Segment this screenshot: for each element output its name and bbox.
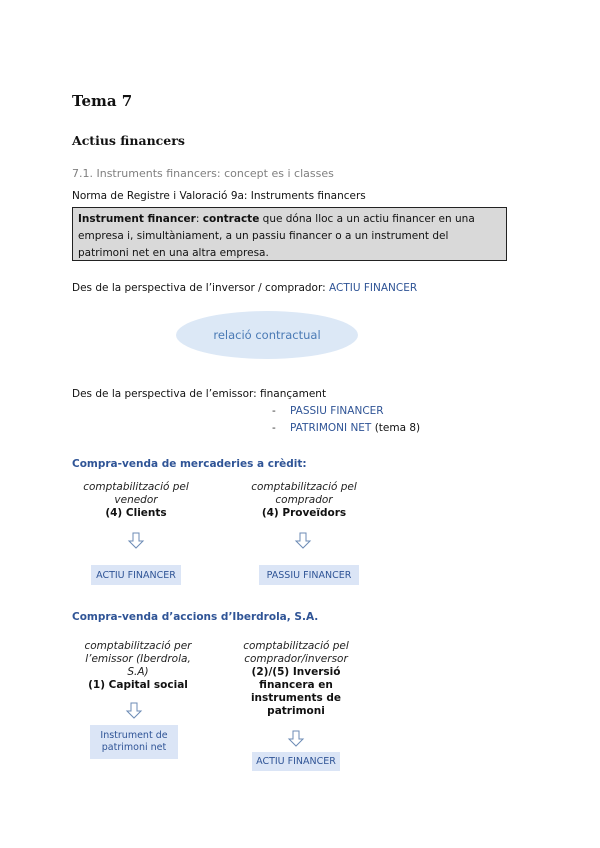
issuer-item-label: PASSIU FINANCER xyxy=(290,405,384,417)
section-heading: 7.1. Instruments financers: concept es i classes xyxy=(72,167,334,180)
arrow-down-icon xyxy=(125,702,143,720)
credit-heading: Compra-venda de mercaderies a crèdit: xyxy=(72,458,307,470)
investor-text: Des de la perspectiva de l’inversor / comprador: xyxy=(72,282,329,294)
definition-term: Instrument financer xyxy=(78,213,196,225)
arrow-down-icon xyxy=(294,532,312,550)
norm-reference: Norma de Registre i Valoració 9a: Instruments financers xyxy=(72,190,366,202)
credit-left-column xyxy=(72,481,200,520)
issuer-item-passiu xyxy=(272,405,384,417)
issuer-item-patrimoni xyxy=(272,422,420,434)
definition-box xyxy=(72,207,507,261)
shares-left-italic: comptabilització per l’emissor (Iberdrola, S.A) xyxy=(84,640,192,678)
credit-right-account: (4) Proveïdors xyxy=(261,507,347,519)
relation-label: relació contractual xyxy=(213,328,321,342)
credit-left-italic: comptabilització pel venedor xyxy=(83,481,189,506)
credit-left-account: (4) Clients xyxy=(105,507,167,519)
list-dash: - xyxy=(272,422,276,434)
definition-key: contracte xyxy=(202,213,260,225)
issuer-item-label: PATRIMONI NET xyxy=(290,422,372,434)
credit-right-italic: comptabilització pel comprador xyxy=(251,481,357,506)
shares-heading: Compra-venda d’accions d’Iberdrola, S.A. xyxy=(72,611,319,623)
credit-left-tag: ACTIU FINANCER xyxy=(91,565,181,585)
credit-right-tag: PASSIU FINANCER xyxy=(259,565,359,585)
issuer-item-note: (tema 8) xyxy=(371,422,421,434)
list-dash: - xyxy=(272,405,276,417)
issuer-perspective: Des de la perspectiva de l’emissor: finançament xyxy=(72,388,327,400)
shares-left-account: (1) Capital social xyxy=(88,679,188,691)
credit-right-column xyxy=(240,481,368,520)
definition-text: que dóna lloc a un actiu financer en una empresa i, simultàniament, a un passiu financer o a un instrument del patrimoni net en una altra empresa. xyxy=(78,213,475,259)
investor-perspective xyxy=(72,282,417,294)
arrow-down-icon xyxy=(287,730,305,748)
arrow-down-icon xyxy=(127,532,145,550)
page-subtitle: Actius financers xyxy=(72,133,185,148)
page-title: Tema 7 xyxy=(72,92,133,110)
shares-right-account: (2)/(5) Inversió financera en instruments de patrimoni xyxy=(250,666,342,717)
shares-left-column xyxy=(82,640,194,692)
shares-right-column xyxy=(240,640,352,718)
shares-right-italic: comptabilització pel comprador/inversor xyxy=(243,640,349,665)
shares-left-tag: Instrument de patrimoni net xyxy=(90,725,178,759)
relation-ellipse xyxy=(176,311,358,359)
shares-right-tag: ACTIU FINANCER xyxy=(252,752,340,771)
definition-separator: : xyxy=(195,213,203,225)
investor-highlight: ACTIU FINANCER xyxy=(328,282,418,294)
